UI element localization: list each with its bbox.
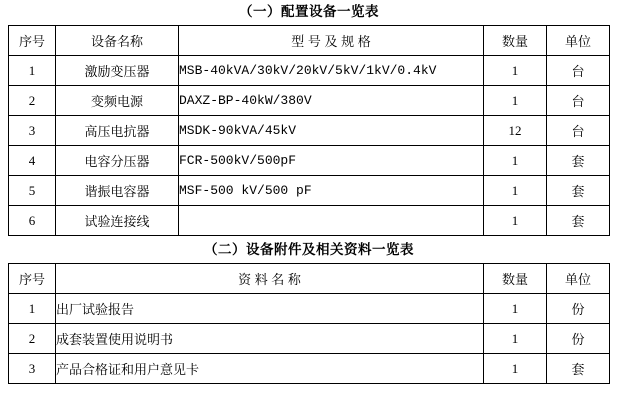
cell-document-name: 产品合格证和用户意见卡 [56, 354, 484, 384]
accessories-table [8, 263, 610, 384]
cell-quantity: 1 [484, 294, 547, 324]
document-page [0, 2, 618, 407]
table-row [9, 146, 610, 176]
cell-index: 5 [9, 176, 56, 206]
cell-model-spec: MSF-500 kV/500 pF [179, 176, 484, 206]
cell-index: 1 [9, 294, 56, 324]
column-header-index: 序号 [9, 26, 56, 56]
cell-index: 2 [9, 86, 56, 116]
column-header-unit: 单位 [547, 264, 610, 294]
cell-equipment-name: 电容分压器 [56, 146, 179, 176]
cell-quantity: 1 [484, 56, 547, 86]
cell-index: 2 [9, 324, 56, 354]
cell-quantity: 1 [484, 324, 547, 354]
cell-unit: 套 [547, 176, 610, 206]
cell-quantity: 1 [484, 146, 547, 176]
cell-unit: 套 [547, 206, 610, 236]
table-header-row [9, 264, 610, 294]
table-row [9, 86, 610, 116]
cell-unit: 份 [547, 294, 610, 324]
cell-document-name: 成套装置使用说明书 [56, 324, 484, 354]
equipment-table [8, 25, 610, 236]
cell-equipment-name: 变频电源 [56, 86, 179, 116]
cell-unit: 台 [547, 86, 610, 116]
cell-equipment-name: 激励变压器 [56, 56, 179, 86]
cell-unit: 份 [547, 324, 610, 354]
cell-model-spec: MSB-40kVA/30kV/20kV/5kV/1kV/0.4kV [179, 56, 484, 86]
table-row [9, 116, 610, 146]
table-row [9, 56, 610, 86]
column-header-model-spec: 型 号 及 规 格 [179, 26, 484, 56]
section-title-equipment: （一）配置设备一览表 [239, 4, 379, 19]
cell-index: 1 [9, 56, 56, 86]
cell-quantity: 1 [484, 86, 547, 116]
cell-index: 6 [9, 206, 56, 236]
cell-quantity: 12 [484, 116, 547, 146]
cell-document-name: 出厂试验报告 [56, 294, 484, 324]
cell-index: 4 [9, 146, 56, 176]
section-title-accessories: （二）设备附件及相关资料一览表 [204, 242, 414, 257]
cell-quantity: 1 [484, 206, 547, 236]
cell-quantity: 1 [484, 176, 547, 206]
cell-model-spec [179, 206, 484, 236]
table-row [9, 206, 610, 236]
table-row [9, 294, 610, 324]
cell-unit: 台 [547, 56, 610, 86]
cell-equipment-name: 高压电抗器 [56, 116, 179, 146]
cell-equipment-name: 谐振电容器 [56, 176, 179, 206]
table-row [9, 324, 610, 354]
cell-quantity: 1 [484, 354, 547, 384]
table-row [9, 354, 610, 384]
cell-index: 3 [9, 354, 56, 384]
cell-model-spec: DAXZ-BP-40kW/380V [179, 86, 484, 116]
cell-equipment-name: 试验连接线 [56, 206, 179, 236]
column-header-equipment-name: 设备名称 [56, 26, 179, 56]
table-header-row [9, 26, 610, 56]
column-header-quantity: 数量 [484, 264, 547, 294]
column-header-document-name: 资 料 名 称 [56, 264, 484, 294]
cell-model-spec: MSDK-90kVA/45kV [179, 116, 484, 146]
column-header-quantity: 数量 [484, 26, 547, 56]
cell-model-spec: FCR-500kV/500pF [179, 146, 484, 176]
table-row [9, 176, 610, 206]
column-header-unit: 单位 [547, 26, 610, 56]
column-header-index: 序号 [9, 264, 56, 294]
cell-unit: 套 [547, 354, 610, 384]
cell-index: 3 [9, 116, 56, 146]
cell-unit: 台 [547, 116, 610, 146]
cell-unit: 套 [547, 146, 610, 176]
